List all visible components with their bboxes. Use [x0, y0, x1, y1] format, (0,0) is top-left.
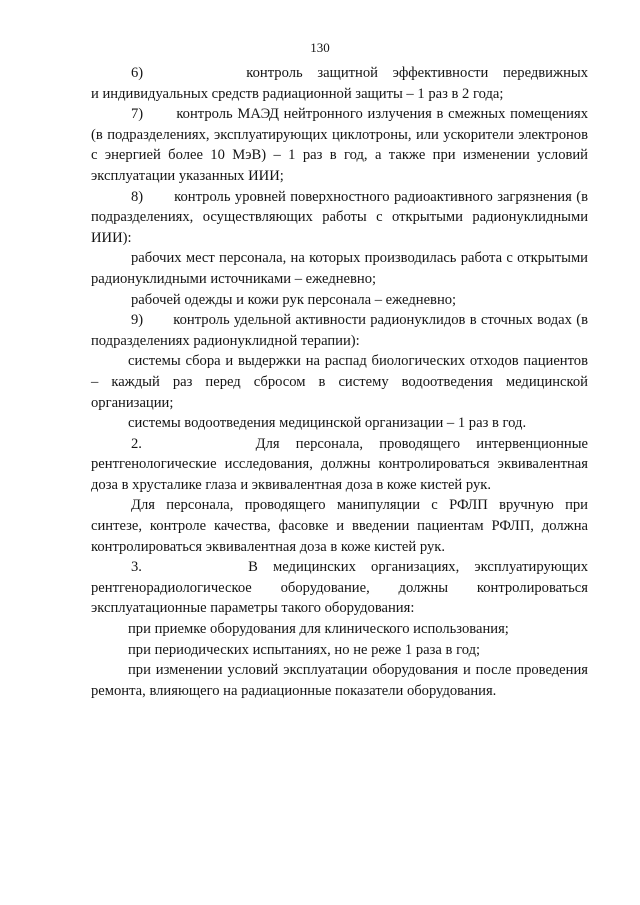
item-9-paragraph: 9) контроль удельной активности радионуклидов в сточных водах (в подразделениях радионуклидной терапии): — [91, 312, 588, 349]
section-2-rflp-paragraph: Для персонала, проводящего манипуляции с РФЛП вручную при синтезе, контроле качества, фасовке и введении пациентам РФЛП, должна контролироваться эквивалентная доза в коже кистей рук. — [91, 497, 588, 555]
item-8-paragraph: 8) контроль уровней поверхностного радиоактивного загрязнения (в подразделениях, осуществляющих работы с открытыми радионуклидными ИИИ): — [91, 188, 588, 246]
section-3-acceptance: при приемке оборудования для клинического использования; — [128, 621, 509, 638]
section-3-periodic-tests: при периодических испытаниях, но не реже 1 раза в год; — [128, 641, 481, 658]
item-6-line-1: 6) контроль защитной эффективности передвижных — [131, 65, 588, 81]
page-number: 130 — [310, 40, 330, 55]
item-6-line-2: и индивидуальных средств радиационной защиты – 1 раз в 2 года; — [91, 85, 504, 102]
item-8-workplaces: рабочих мест персонала, на которых производилась работа с открытыми радионуклидными источниками – ежедневно; — [91, 250, 588, 287]
document-body — [91, 63, 588, 701]
section-2-paragraph: 2. Для персонала, проводящего интервенционные рентгенологические исследования, должны контролироваться эквивалентная доза в хрусталике глаза и эквивалентная доза в коже кистей рук. — [91, 435, 588, 493]
item-7-paragraph: 7) контроль МАЭД нейтронного излучения в смежных помещениях (в подразделениях, эксплуатирующих циклотроны, или ускорители электронов с энергией более 10 МэВ) – 1 раз в год, а также при изменении условий эксплуатации указанных ИИИ; — [91, 106, 588, 184]
item-9-drainage-systems: системы водоотведения медицинской организации – 1 раз в год. — [128, 415, 527, 432]
section-3-paragraph: 3. В медицинских организациях, эксплуатирующих рентгенорадиологическое оборудование, должны контролироваться эксплуатационные параметры такого оборудования: — [91, 559, 588, 617]
item-8-clothing: рабочей одежды и кожи рук персонала – ежедневно; — [131, 291, 457, 308]
item-9-collection-systems: системы сбора и выдержки на распад биологических отходов пациентов – каждый раз перед сбросом в систему водоотведения медицинской организации; — [91, 353, 588, 411]
section-3-condition-change: при изменении условий эксплуатации оборудования и после проведения ремонта, влияющего на радиационные показатели оборудования. — [91, 662, 588, 699]
